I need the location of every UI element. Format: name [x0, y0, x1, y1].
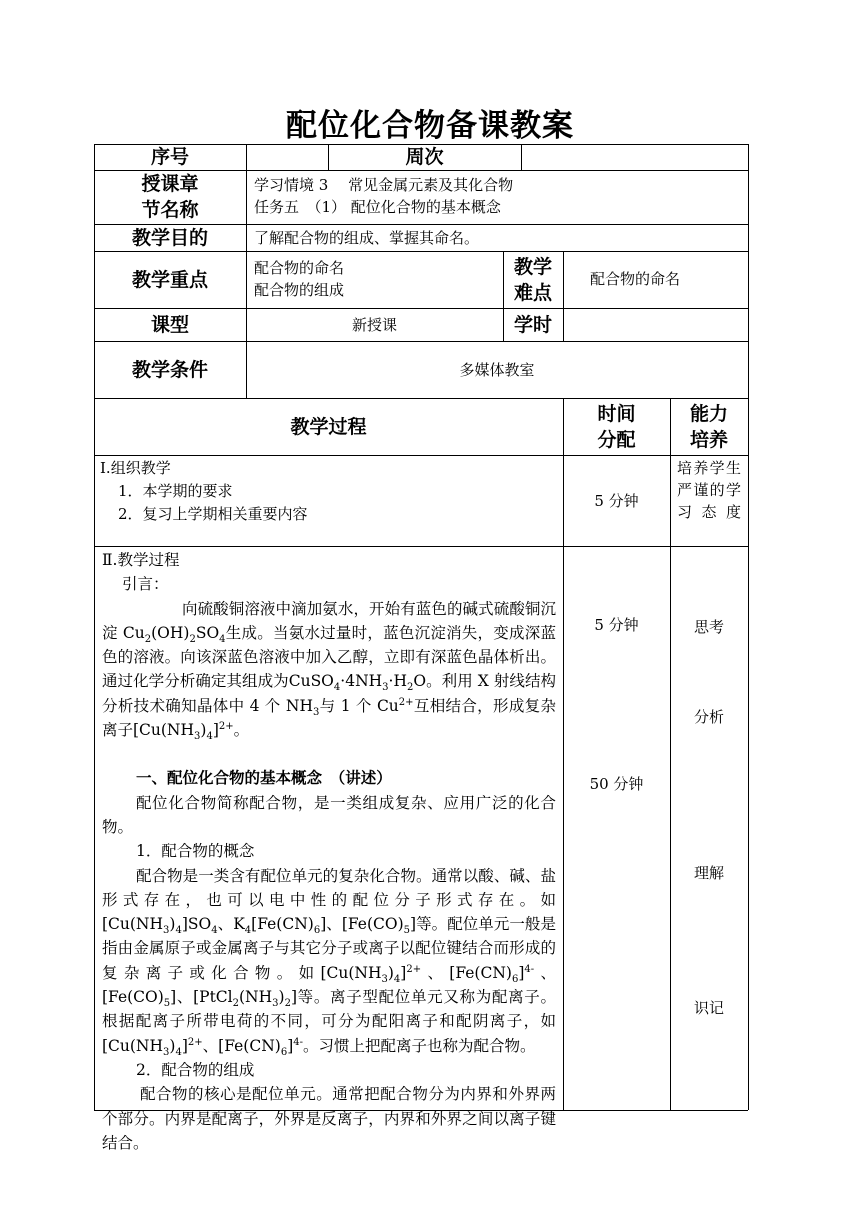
ability-label: 能力培养: [689, 402, 728, 451]
key-points-value: [254, 257, 499, 301]
chapter-line-2: 任务五 （1） 配位化合物的基本概念: [254, 198, 501, 216]
difficulty-value: 配合物的命名: [590, 270, 681, 288]
concept-paragraph: 配合物是一类含有配位单元的复杂化合物。通常以酸、碱、盐形式存在，也可以电中性的配位分子形式存在。如$[Cu(NH_3)_4]SO_4$、$K_4[Fe(CN)_6]$、$[Fe(CO)_5]$等。配位单元一般是指由金属原子或金属离子与其它分子或离子以配位键结合而形成的复杂离子或化合物。如$[Cu(NH_3)_4]^{2+}$、$[Fe(CN)_6]^{4-}$、$[Fe(CO)_5]$、$[PtCl_2(NH_3)_2]$等。离子型配位单元又称为配离子。根据配离子所带电荷的不同，可分为配阳离子和配阴离子，如$[Cu(NH_3)_4]^{2+}$、$[Fe(CN)_6]^{4-}$。习惯上把配离子也称为配合物。: [102, 866, 556, 1058]
part1-heading: 一、配位化合物的基本概念 （讲述）: [136, 768, 392, 788]
section-organize-item-1: 1．本学期的要求: [118, 482, 233, 500]
key-point-1: 配合物的命名: [254, 259, 345, 277]
chapter-value: [254, 174, 744, 218]
ability-analyze: 分析: [693, 708, 724, 726]
section-organize: [100, 457, 560, 526]
chapter-line-1: 学习情境 3 常见金属元素及其化合物: [254, 176, 514, 194]
composition-heading: 2．配合物的组成: [136, 1060, 255, 1079]
lesson-type-label: 课型: [150, 313, 189, 336]
process-label: 教学过程: [290, 415, 367, 438]
objective-label: 教学目的: [131, 226, 208, 249]
objective-value: 了解配合物的组成、掌握其命名。: [254, 229, 480, 247]
part1-paragraph: 配位化合物简称配合物，是一类组成复杂、应用广泛的化合物。: [102, 793, 556, 836]
serial-value: [246, 144, 328, 170]
key-points-label: 教学重点: [131, 268, 208, 291]
chapter-label: 授课章节名称: [141, 173, 199, 221]
week-label: 周次: [405, 146, 444, 168]
section-organize-ability: 培养学生严谨的学习态度: [677, 459, 741, 521]
time-allocation-label: 时间分配: [597, 402, 636, 451]
section-organize-time: 5 分钟: [594, 491, 639, 510]
ability-memorize: 识记: [693, 999, 724, 1017]
conditions-label: 教学条件: [131, 358, 208, 381]
section-process-time-2: 50 分钟: [589, 775, 644, 793]
section-process-time-1: 5 分钟: [594, 616, 639, 634]
page-title: 配位化合物备课教案: [286, 108, 574, 144]
ability-understand: 理解: [693, 864, 724, 882]
intro-label: 引言：: [122, 575, 169, 594]
section-process-heading: Ⅱ.教学过程: [102, 551, 180, 569]
hours-value: [563, 308, 748, 341]
key-point-2: 配合物的组成: [254, 281, 345, 299]
section-organize-item-2: 2．复习上学期相关重要内容: [118, 505, 308, 523]
ability-think: 思考: [693, 618, 724, 636]
conditions-value: 多媒体教室: [459, 360, 535, 379]
composition-paragraph: 配合物的核心是配位单元。通常把配合物分为内界和外界两个部分。内界是配离子，外界是反离子，内界和外界之间以离子键结合。: [102, 1085, 556, 1152]
week-value: [521, 144, 748, 170]
lesson-type-value: 新授课: [351, 315, 397, 334]
serial-label: 序号: [150, 146, 189, 168]
difficulty-label: 教学难点: [513, 255, 552, 304]
section-process: [102, 548, 556, 1155]
intro-paragraph: 向硫酸铜溶液中滴加氨水，开始有蓝色的碱式硫酸铜沉淀 $Cu_2(OH)_2SO_4$生成。当氨水过量时，蓝色沉淀消失，变成深蓝色的溶液。向该深蓝色溶液中加入乙醇，立即有深蓝色晶体析出。通过化学分析确定其组成为$CuSO_4\cdot 4NH_3\cdot H_2O$。利用 X 射线结构分析技术确知晶体中 4 个 $NH_3$与 1 个 $Cu^{2+}$互相结合，形成复杂离子$[Cu(NH_3)_4]^{2+}$。: [102, 599, 556, 743]
hours-label: 学时: [513, 313, 552, 336]
section-organize-heading: Ⅰ.组织教学: [100, 459, 171, 477]
concept-heading: 1．配合物的概念: [136, 842, 255, 861]
